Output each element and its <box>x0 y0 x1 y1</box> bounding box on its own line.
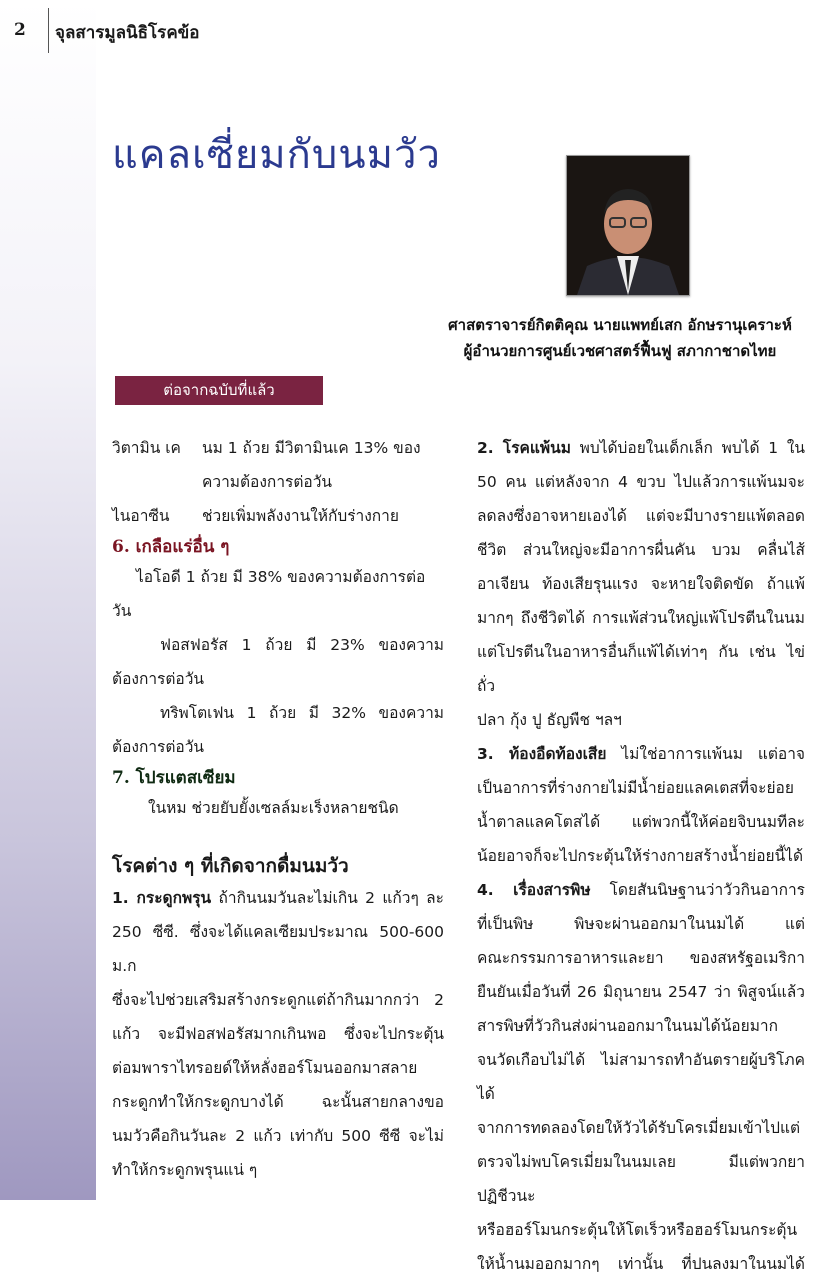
disease-1-line: ซึ่งจะไปช่วยเสริมสร้างกระดูกแต่ถ้ากินมากกว่า 2 <box>112 991 444 1009</box>
disease-1-line: กระดูกทำให้กระดูกบางได้ ฉะนั้นสายกลางขอ <box>112 1093 444 1111</box>
iodine-cont: วัน <box>112 602 132 620</box>
phosphorus-cont: ต้องการต่อวัน <box>112 670 205 688</box>
disease-1-line: ต่อมพาราไทรอยด์ให้หลั่งฮอร์โมนออกมาสลาย <box>112 1059 418 1077</box>
text: ไม่ใช่อาการแพ้นม แต่อาจ <box>621 745 805 763</box>
text: ถ้ากินนมวันละไม่เกิน 2 แก้วๆ ละ <box>218 889 444 907</box>
label: วิตามิน เค <box>112 439 181 457</box>
disease-3-line: น้อยอาจก็จะไปกระตุ้นให้ร่างกายสร้างน้ำย่อยนี้ได้ <box>477 847 804 865</box>
disease-2-title: 2. โรคแพ้นม <box>477 439 571 457</box>
disease-3-line: เป็นอาการที่ร่างกายไม่มีน้ำย่อยแลคเตสที่จะย่อย <box>477 779 794 797</box>
author-credit <box>420 312 820 364</box>
disease-1-line: แก้ว จะมีฟอสฟอรัสมากเกินพอ ซึ่งจะไปกระตุ้น <box>112 1025 444 1043</box>
page-number: 2 <box>14 20 26 40</box>
disease-1-line: 250 ซีซี. ซึ่งจะได้แคลเซียมประมาณ 500-600 ม.ก <box>112 923 444 975</box>
disease-1-line: ทำให้กระดูกพรุนแน่ ๆ <box>112 1161 258 1179</box>
tryptophan-cont: ต้องการต่อวัน <box>112 738 205 756</box>
disease-2-line: มากๆ ถึงชีวิตได้ การแพ้ส่วนใหญ่แพ้โปรตีนในนม <box>477 609 805 627</box>
magazine-name: จุลสารมูลนิธิโรคข้อ <box>55 23 200 43</box>
header-divider <box>48 8 49 53</box>
author-photo <box>566 155 690 296</box>
disease-3-title: 3. ท้องอืดท้องเสีย <box>477 745 607 763</box>
value: นม 1 ถ้วย มีวิตามินเค 13% ของ <box>202 439 421 457</box>
disease-4-title: 4. เรื่องสารพิษ <box>477 881 591 899</box>
author-name: ศาสตราจารย์กิตติคุณ นายแพทย์เสก อักษรานุเคราะห์ <box>448 316 792 334</box>
disease-4-line: ที่เป็นพิษ พิษจะผ่านออกมาในนมได้ แต่ <box>477 915 805 933</box>
disease-2-line <box>477 431 805 465</box>
disease-1-title: 1. กระดูกพรุน <box>112 889 212 907</box>
disease-4-line: หรือฮอร์โมนกระตุ้นให้โตเร็วหรือฮอร์โมนกระตุ้น <box>477 1221 798 1239</box>
disease-1-line <box>112 881 444 915</box>
value: ช่วยเพิ่มพลังงานให้กับร่างกาย <box>202 507 399 525</box>
disease-4-line: ตรวจไม่พบโครเมี่ยมในนมเลย มีแต่พวกยาปฏิชีวนะ <box>477 1153 805 1205</box>
disease-4-line: คณะกรรมการอาหารและยา ของสหรัฐอเมริกา <box>477 949 805 967</box>
disease-2-line: ลดลงซึ่งอาจหายเองได้ แต่จะมีบางรายแพ้ตลอด <box>477 507 805 525</box>
left-column <box>112 431 444 1187</box>
text: โดยสันนิษฐานว่าวัวกินอาการ <box>609 881 805 899</box>
disease-2-line: 50 คน แต่หลังจาก 4 ขวบ ไปแล้วการแพ้นมจะ <box>477 473 805 491</box>
potassium-line: ในหม ช่วยยับยั้งเซลล์มะเร็งหลายชนิด <box>148 799 399 817</box>
disease-3-line: น้ำตาลแลคโตสได้ แต่พวกนี้ให้ค่อยจิบนมทีละ <box>477 813 805 831</box>
iodine-line: ไอโอดี 1 ถ้วย มี 38% ของความต้องการต่อ <box>136 568 426 586</box>
phosphorus-line: ฟอสฟอรัส 1 ถ้วย มี 23% ของความ <box>160 636 444 654</box>
disease-4-line <box>477 873 805 907</box>
disease-2-line: ปลา กุ้ง ปู ธัญพืช ฯลฯ <box>477 711 622 729</box>
section-heading-minerals: 6. เกลือแร่อื่น ๆ <box>112 537 230 557</box>
disease-4-line: ยืนยันเมื่อวันที่ 26 มิถุนายน 2547 ว่า พิสูจน์แล้ว <box>477 983 805 1001</box>
section-heading-potassium: 7. โปรแตสเซียม <box>112 768 236 788</box>
diseases-heading: โรคต่าง ๆ ที่เกิดจากดื่มนมวัว <box>112 855 349 877</box>
disease-4-line: จากการทดลองโดยให้วัวได้รับโครเมี่ยมเข้าไปแต่ <box>477 1119 801 1137</box>
disease-4-line: จนวัดเกือบไม่ได้ ไม่สามารถทำอันตรายผู้บริโภคได้ <box>477 1051 805 1103</box>
disease-4-line: สารพิษที่วัวกินส่งผ่านออกมาในนมได้น้อยมาก <box>477 1017 778 1035</box>
author-position: ผู้อำนวยการศูนย์เวชศาสตร์ฟื้นฟู สภากาชาดไทย <box>463 342 777 360</box>
text: พบได้บ่อยในเด็กเล็ก พบได้ 1 ใน <box>579 439 805 457</box>
right-column <box>477 431 805 1281</box>
disease-2-line: ชีวิต ส่วนใหญ่จะมีอาการผื่นคัน บวม คลื่นไส้ <box>477 541 805 559</box>
disease-2-line: แต่โปรตีนในอาหารอื่นก็แพ้ได้เท่าๆ กัน เช่น ไข่ ถั่ว <box>477 643 805 695</box>
disease-3-line <box>477 737 805 771</box>
vitamin-k-row <box>112 431 444 465</box>
niacin-row <box>112 499 444 533</box>
tryptophan-line: ทริพโตเฟน 1 ถ้วย มี 32% ของความ <box>160 704 444 722</box>
decorative-gradient-strip <box>0 0 96 1200</box>
disease-1-line: นมวัวคือกินวันละ 2 แก้ว เท่ากับ 500 ซีซี จะไม่ <box>112 1127 444 1145</box>
vitamin-k-cont: ความต้องการต่อวัน <box>202 473 333 491</box>
continued-label: ต่อจากฉบับที่แล้ว <box>115 376 323 405</box>
disease-4-line: ให้น้ำนมออกมากๆ เท่านั้น ที่ปนลงมาในนมได้ <box>477 1255 805 1273</box>
article-title: แคลเซี่ยมกับนมวัว <box>112 132 441 178</box>
disease-2-line: อาเจียน ท้องเสียรุนแรง จะหายใจติดขัด ถ้าแพ้ <box>477 575 805 593</box>
label: ไนอาซีน <box>112 507 170 525</box>
